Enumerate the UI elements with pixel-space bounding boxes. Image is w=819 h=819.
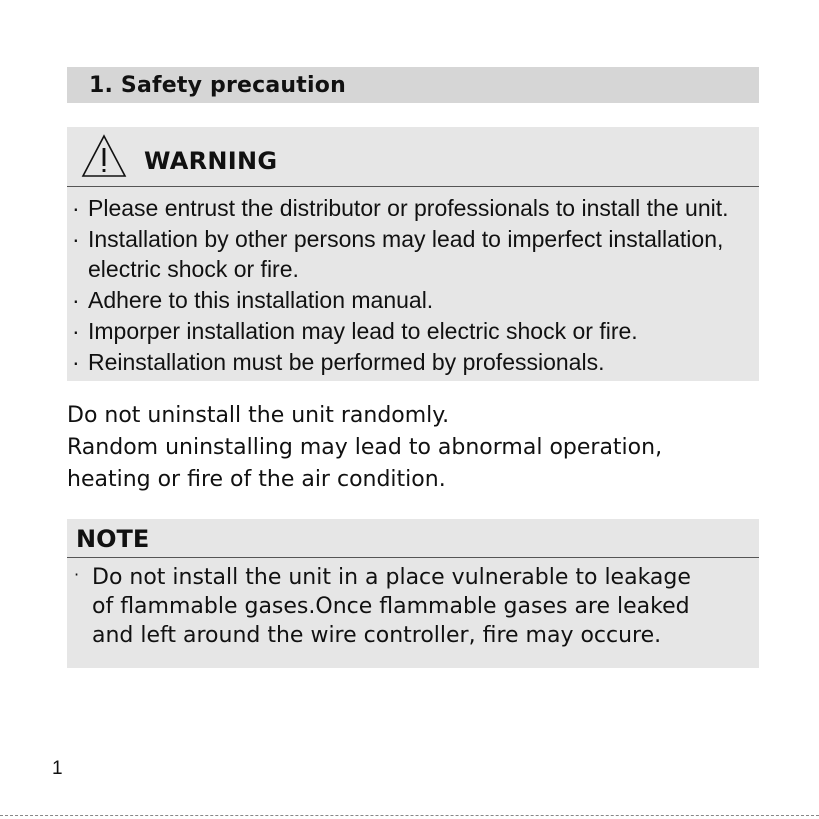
warning-box	[67, 127, 759, 381]
warning-item	[72, 193, 762, 223]
note-header	[67, 519, 759, 558]
page-bottom-rule	[0, 815, 819, 816]
warning-list	[72, 193, 762, 378]
body-paragraph	[67, 400, 767, 496]
warning-title: WARNING	[144, 147, 278, 175]
warning-item-text: Reinstallation must be performed by professionals.	[88, 349, 605, 375]
section-title: 1. Safety precaution	[67, 67, 759, 103]
note-title: NOTE	[76, 525, 150, 553]
warning-item-text: Installation by other persons may lead to imperfect installation,	[88, 226, 724, 252]
bullet: ·	[72, 349, 80, 375]
bullet: ·	[74, 565, 80, 584]
bullet: ·	[72, 195, 80, 221]
note-line: and left around the wire controller, fire may occure.	[92, 623, 662, 648]
bullet: ·	[72, 226, 80, 252]
warning-item	[72, 347, 762, 377]
warning-triangle-icon	[80, 133, 128, 179]
warning-item-text: electric shock or fire.	[88, 256, 299, 282]
note-item	[74, 563, 754, 650]
bullet: ·	[72, 318, 80, 344]
note-line: Do not install the unit in a place vulnerable to leakage	[92, 565, 691, 590]
note-line: of flammable gases.Once flammable gases are leaked	[92, 594, 690, 619]
warning-item-text: Imporper installation may lead to electric shock or fire.	[88, 318, 638, 344]
warning-item-text: Adhere to this installation manual.	[88, 287, 434, 313]
body-line: heating or fire of the air condition.	[67, 467, 446, 492]
warning-item-text: Please entrust the distributor or professionals to install the unit.	[88, 195, 729, 221]
warning-item	[72, 224, 762, 284]
body-line: Random uninstalling may lead to abnormal operation,	[67, 435, 663, 460]
page-number: 1	[52, 758, 63, 779]
body-line: Do not uninstall the unit randomly.	[67, 403, 450, 428]
warning-header	[67, 127, 759, 187]
warning-item	[72, 316, 762, 346]
warning-item	[72, 285, 762, 315]
note-box	[67, 519, 759, 668]
bullet: ·	[72, 287, 80, 313]
